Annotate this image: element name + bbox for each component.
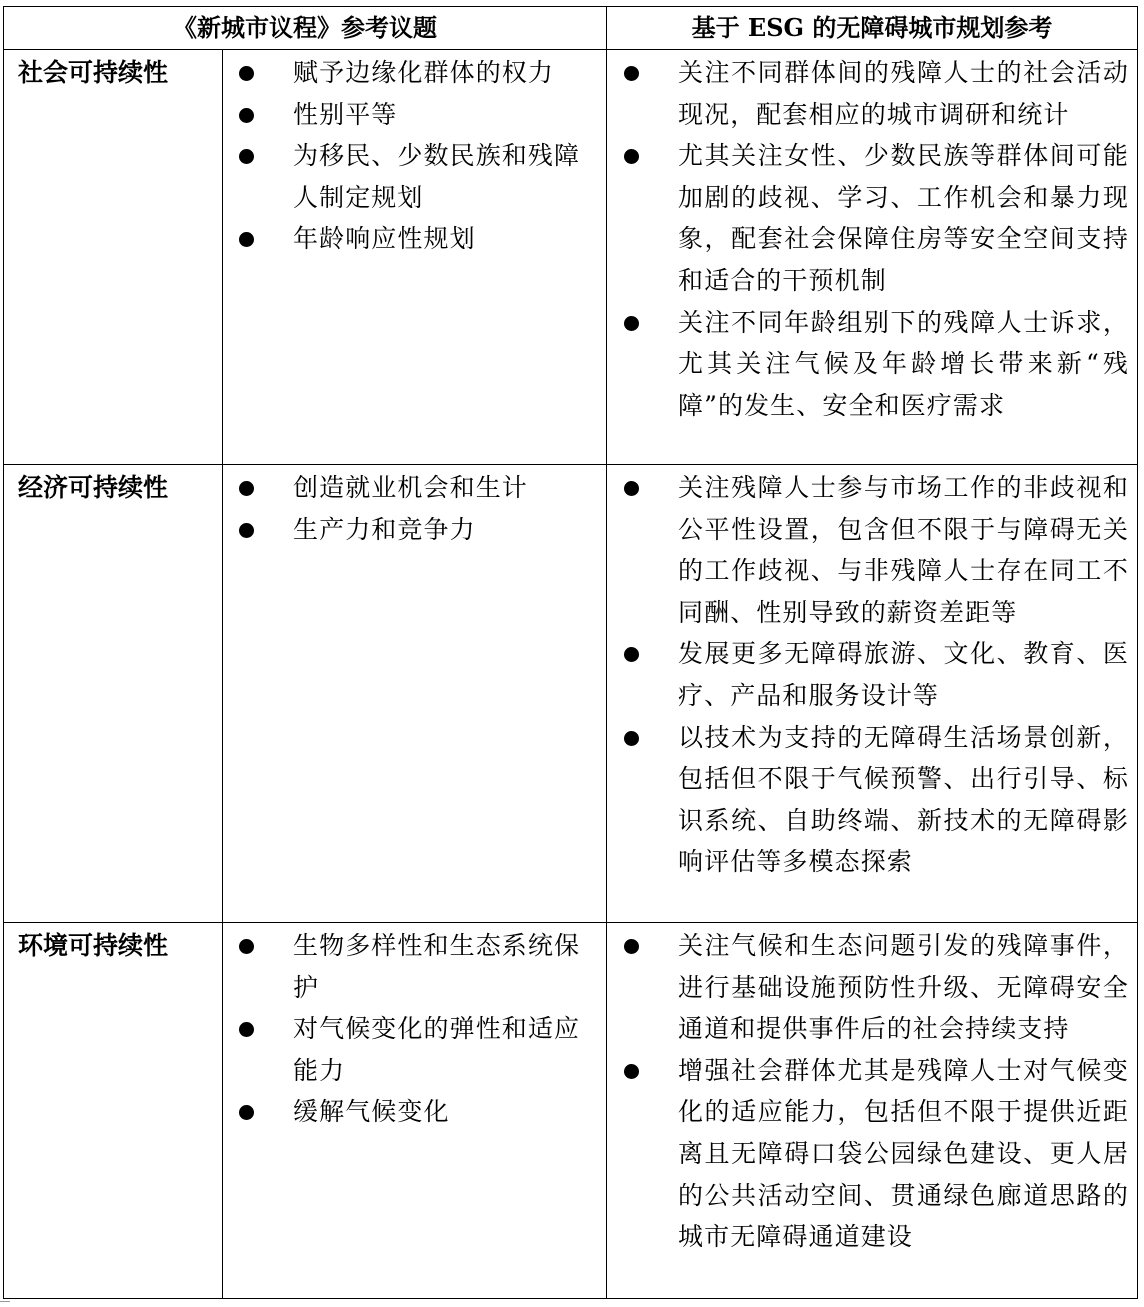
header-new-urban-agenda: 《新城市议程》参考议题 [4,7,607,50]
bullet-dot-icon [624,647,639,662]
bullet-dot-icon [624,481,639,496]
list-item-text: 为移民、少数民族和残障人制定规划 [293,141,581,212]
esg-cell-economic [607,465,1138,923]
bullet-dot-icon [239,523,254,538]
list-item [607,1050,1137,1258]
list-item-text: 缓解气候变化 [293,1097,450,1127]
list-item-text: 对气候变化的弹性和适应能力 [293,1014,581,1085]
list-item [223,135,606,218]
list-item [223,925,606,1008]
agenda-cell-environmental [223,923,607,1299]
page-edge-mark [0,1301,10,1302]
list-item [607,302,1137,427]
bullet-dot-icon [624,1064,639,1079]
list-item-text: 生产力和竞争力 [293,514,476,544]
bullet-dot-icon [624,316,639,331]
agenda-list-environmental [223,923,606,1133]
bullet-dot-icon [624,66,639,81]
bullet-dot-icon [239,939,254,954]
agenda-cell-social [223,50,607,465]
esg-cell-environmental [607,923,1138,1299]
list-item [223,467,606,509]
list-item-text: 创造就业机会和生计 [293,473,528,502]
agenda-list-social [223,50,606,260]
bullet-dot-icon [239,232,254,247]
list-item [607,925,1137,1050]
bullet-dot-icon [239,108,254,123]
list-item [223,1008,606,1091]
table-row-social [4,50,1138,465]
list-item [607,135,1137,301]
bullet-dot-icon [624,731,639,746]
list-item-text: 关注气候和生态问题引发的残障事件，进行基础设施预防性升级、无障碍安全通道和提供事件后的社会持续支持 [678,931,1129,1044]
bullet-dot-icon [239,1105,254,1120]
bullet-dot-icon [624,149,639,164]
header-esg-planning: 基于 ESG 的无障碍城市规划参考 [607,7,1138,50]
list-item [223,52,606,94]
list-item-text: 关注不同群体间的残障人士的社会活动现况，配套相应的城市调研和统计 [678,58,1129,129]
bullet-dot-icon [239,149,254,164]
category-social: 社会可持续性 [4,50,223,465]
esg-list-economic [607,465,1137,883]
list-item-text: 以技术为支持的无障碍生活场景创新，包括但不限于气候预警、出行引导、标识系统、自助终端、新技术的无障碍影响评估等多模态探索 [678,722,1129,877]
list-item-text: 年龄响应性规划 [293,224,476,254]
list-item [607,467,1137,633]
list-item-text: 生物多样性和生态系统保护 [293,931,581,1002]
planning-comparison-table [3,6,1138,1299]
bullet-dot-icon [239,1022,254,1037]
list-item-text: 发展更多无障碍旅游、文化、教育、医疗、产品和服务设计等 [678,639,1129,710]
list-item-text: 关注残障人士参与市场工作的非歧视和公平性设置，包含但不限于与障碍无关的工作歧视、与非残障人士存在同工不同酬、性别导致的薪资差距等 [678,473,1129,627]
list-item-text: 增强社会群体尤其是残障人士对气候变化的适应能力，包括但不限于提供近距离且无障碍口袋公园绿色建设、更人居的公共活动空间、贯通绿色廊道思路的城市无障碍通道建设 [678,1055,1129,1252]
agenda-list-economic [223,465,606,550]
esg-cell-social [607,50,1138,465]
list-item [607,52,1137,135]
esg-list-social [607,50,1137,426]
bullet-dot-icon [624,939,639,954]
esg-list-environmental [607,923,1137,1258]
list-item [607,717,1137,883]
bullet-dot-icon [239,66,254,81]
bullet-dot-icon [239,481,254,496]
list-item-text: 尤其关注女性、少数民族等群体间可能加剧的歧视、学习、工作机会和暴力现象，配套社会保障住房等安全空间支持和适合的干预机制 [678,141,1129,295]
list-item-text: 赋予边缘化群体的权力 [293,58,555,87]
list-item [223,94,606,136]
list-item [607,633,1137,716]
table-header-row [4,7,1138,50]
table-row-environmental [4,923,1138,1299]
category-environmental: 环境可持续性 [4,923,223,1299]
category-economic: 经济可持续性 [4,465,223,923]
list-item-text: 性别平等 [293,99,398,129]
table-row-economic [4,465,1138,923]
list-item [223,1091,606,1133]
list-item [223,509,606,551]
list-item [223,218,606,260]
agenda-cell-economic [223,465,607,923]
list-item-text: 关注不同年龄组别下的残障人士诉求，尤其关注气候及年龄增长带来新“残障”的发生、安全和医疗需求 [678,307,1129,420]
